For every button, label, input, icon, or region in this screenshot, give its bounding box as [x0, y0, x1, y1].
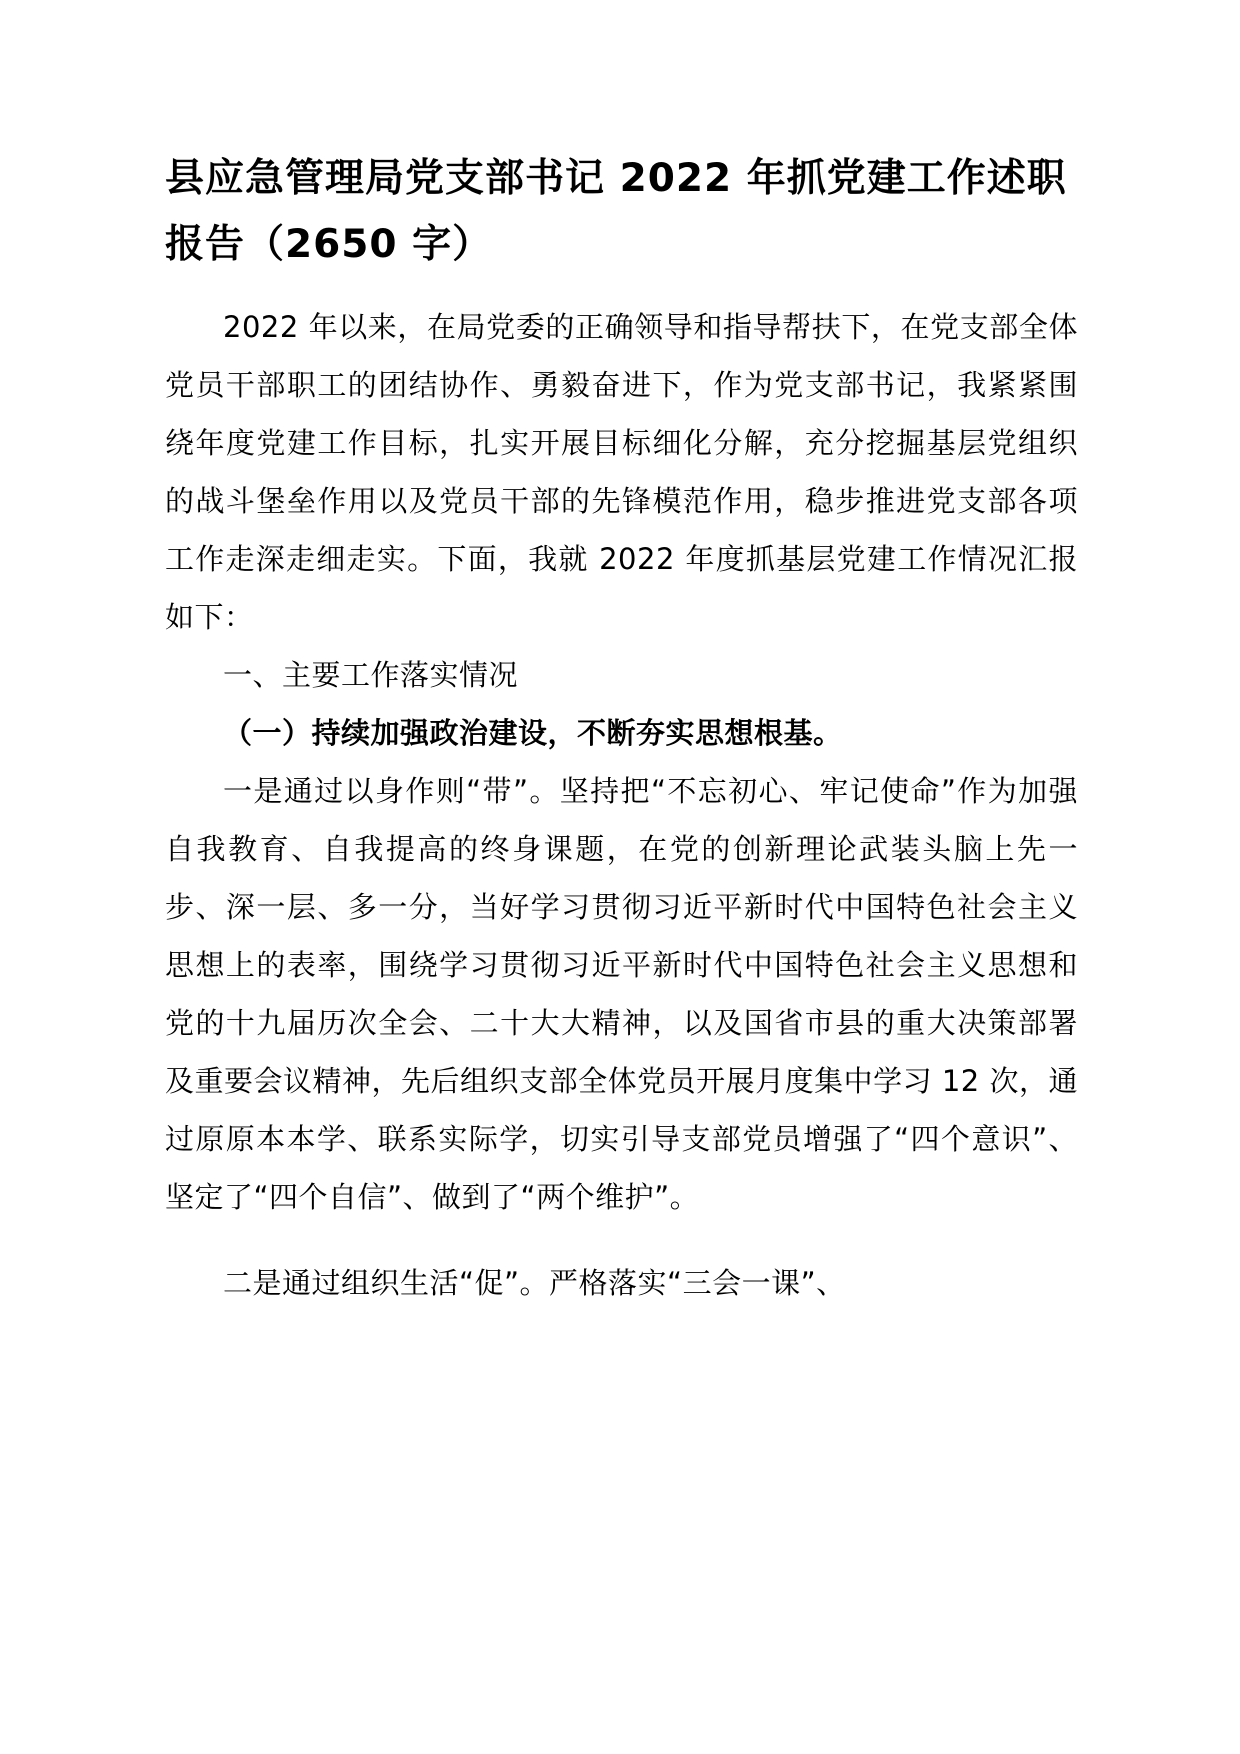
paragraph-body: 二是通过组织生活“促”。严格落实“三会一课”、	[223, 1266, 846, 1300]
paragraph-section-heading: 一、主要工作落实情况	[223, 658, 519, 692]
paragraph-body: 2022 年以来，在局党委的正确领导和指导帮扶下，在党支部全体党员干部职工的团结协作、勇毅奋进下，作为党支部书记，我紧紧围绕年度党建工作目标，扎实开展目标细化分解，充分挖掘基层党组织的战斗堡垒作用以及党员干部的先锋模范作用，稳步推进党支部各项工作走深走细走实。下面，我就 2022 年度抓基层党建工作情况汇报如下：	[165, 310, 1078, 634]
document-title: 县应急管理局党支部书记 2022 年抓党建工作述职报告（2650 字）	[165, 156, 1067, 267]
paragraph-body: 一是通过以身作则“带”。坚持把“不忘初心、牢记使命”作为加强自我教育、自我提高的终身课题，在党的创新理论武装头脑上先一步、深一层、多一分，当好学习贯彻习近平新时代中国特色社会主义思想上的表率，围绕学习贯彻习近平新时代中国特色社会主义思想和党的十九届历次全会、二十大大精神，以及国省市县的重大决策部署及重要会议精神，先后组织支部全体党员开展月度集中学习 12 次，通过原原本本学、联系实际学，切实引导支部党员增强了“四个意识”、坚定了“四个自信”、做到了“两个维护”。	[165, 774, 1078, 1214]
paragraph-sub-heading-bold: （一）持续加强政治建设，不断夯实思想根基。	[223, 716, 843, 750]
document-body	[165, 298, 1078, 1312]
